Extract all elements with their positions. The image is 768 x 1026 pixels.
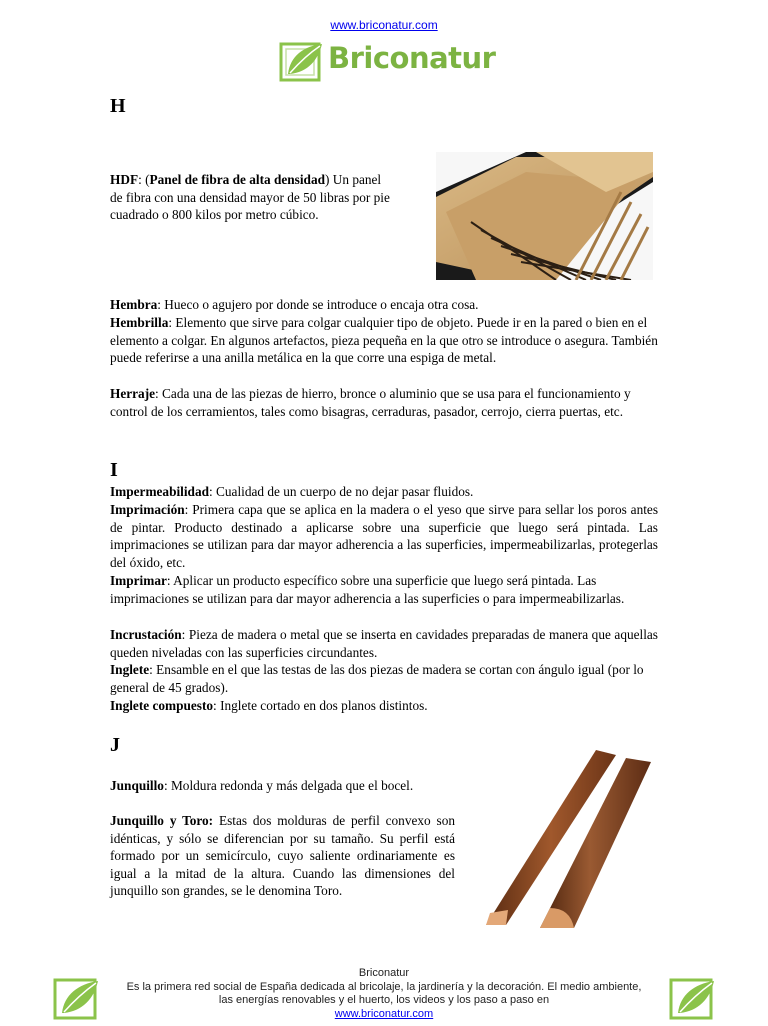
entry-hembrilla	[110, 314, 658, 367]
entry-definition: : Hueco o agujero por donde se introduce o encaja otra cosa.	[157, 297, 479, 312]
section-letter-h: H	[110, 95, 126, 117]
moulding-image	[466, 750, 654, 935]
entry-inglete-compuesto	[110, 697, 658, 715]
footer-url-link[interactable]: www.briconatur.com	[334, 1007, 434, 1020]
leaf-logo-icon	[668, 975, 718, 1021]
footer	[100, 967, 668, 1021]
entry-definition: : Inglete cortado en dos planos distintos.	[213, 698, 428, 713]
footer-logo-left	[52, 975, 102, 1021]
entry-term: Inglete	[110, 662, 150, 677]
leaf-logo-icon	[52, 975, 102, 1021]
entry-term: Junquillo y Toro:	[110, 813, 214, 828]
leaf-logo-icon	[278, 38, 326, 84]
mdf-boards-image	[436, 152, 653, 280]
entry-definition: : Ensamble en el que las testas de las dos piezas de madera se cortan con ángulo igual (por lo general de 45 grados).	[110, 662, 644, 695]
header-url-link[interactable]: www.briconatur.com	[330, 18, 438, 32]
entry-definition: Estas dos molduras de perfil convexo son idénticas, y sólo se diferencian por su tamaño. Su perfil está formado por un semicírculo, cuyo saliente ordinariamente es igual a la mitad de la altura. Cuando las dimensiones del junquillo son grandes, se le denomina Toro.	[110, 813, 455, 899]
entry-definition: Un panel de fibra con una densidad mayor de 50 libras por pie cuadrado o 800 kilos por metro cúbico.	[110, 172, 390, 223]
entry-definition: : Aplicar un producto específico sobre una superficie que luego será pintada. Las imprimaciones se utilizan para dar mayor adherencia a las superficies o para impermeabilizarlas.	[110, 573, 625, 606]
entry-term: Imprimar	[110, 573, 167, 588]
entry-term: Incrustación	[110, 627, 182, 642]
entry-definition: : Cada una de las piezas de hierro, bronce o aluminio que se usa para el funcionamiento y control de los cerramientos, tales como bisagras, cerraduras, pasador, cerrojo, cierra puertas, etc.	[110, 386, 631, 419]
entry-herraje	[110, 385, 658, 420]
entry-imprimar	[110, 572, 658, 607]
entry-imprimacion	[110, 501, 658, 571]
section-letter-j: J	[110, 734, 120, 756]
briconatur-logo	[278, 38, 496, 84]
entry-definition: : Moldura redonda y más delgada que el bocel.	[163, 778, 414, 793]
section-letter-i: I	[110, 459, 118, 481]
entry-term: Hembrilla	[110, 315, 169, 330]
entry-definition: : Cualidad de un cuerpo de no dejar pasar fluidos.	[209, 484, 474, 499]
entry-hembra	[110, 296, 658, 314]
entry-term: Imprimación	[110, 502, 185, 517]
entry-hdf	[110, 171, 392, 224]
entry-definition: : Pieza de madera o metal que se inserta en cavidades preparadas de manera que aquellas queden niveladas con las superficies circundantes.	[110, 627, 658, 660]
entry-term: Inglete compuesto	[110, 698, 214, 713]
entry-definition: : Elemento que sirve para colgar cualquier tipo de objeto. Puede ir en la pared o bien en el elemento a colgar. En algunos artefactos, pieza pequeña en la que otro se introduce o asegura. También puede referirse a una anilla metálica en la que corre una espiga de metal.	[110, 315, 658, 366]
entry-term: Hembra	[110, 297, 158, 312]
header-url-container	[0, 18, 768, 32]
entry-definition: : Primera capa que se aplica en la madera o el yeso que sirve para sellar los poros antes de pintar. Producto destinado a aplicarse sobre una superficie que luego será pintada. Las imprimaciones se utilizan para dar mayor adherencia a las superficies, impermeabilizarlas, protegerlas del óxido, etc.	[110, 502, 658, 570]
entry-subterm: Panel de fibra de alta densidad	[149, 172, 325, 187]
entry-term: Impermeabilidad	[110, 484, 209, 499]
footer-title: Briconatur	[358, 967, 410, 979]
entry-inglete	[110, 661, 658, 696]
entry-term: HDF	[110, 172, 139, 187]
entry-sep: )	[325, 172, 330, 187]
footer-line-1: Es la primera red social de España dedicada al bricolaje, la jardinería y la decoración. El medio ambiente,	[126, 980, 642, 993]
logo-text: Briconatur	[328, 41, 496, 75]
footer-logo-right	[668, 975, 718, 1021]
entry-term: Junquillo	[110, 778, 164, 793]
footer-line-2: las energías renovables y el huerto, los videos y los paso a paso en	[218, 994, 550, 1006]
entry-sep: : (	[138, 172, 150, 187]
entry-junquillo	[110, 777, 455, 795]
entry-incrustacion	[110, 626, 658, 661]
entry-term: Herraje	[110, 386, 156, 401]
entry-junquillo-toro	[110, 812, 455, 900]
entry-impermeabilidad	[110, 483, 658, 501]
